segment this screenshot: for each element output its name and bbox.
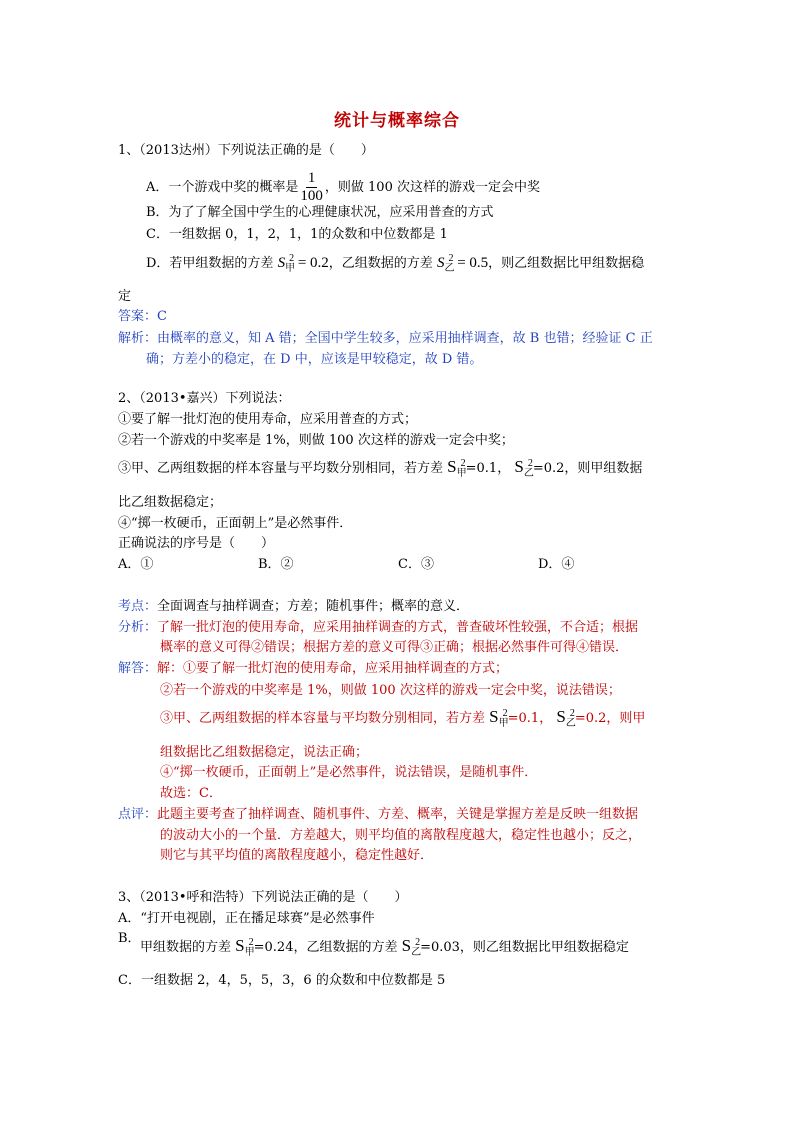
q2-statement-3-value-2: =0.2，则甲组数据: [532, 461, 643, 476]
analysis-line-2: 确；方差小的稳定，在 D 中，应该是甲较稳定，故 D 错。: [146, 352, 483, 367]
q3-option-b-label: B．: [118, 931, 141, 946]
q2-stem: 2、（2013•嘉兴）下列说法：: [118, 391, 291, 406]
q3-option-c: C．一组数据 2，4，5，5，3，6 的众数和中位数都是 5: [118, 973, 446, 988]
jieda-line-3: [160, 708, 645, 729]
q2-statement-1: ①要了解一批灯泡的使用寿命，应采用普查的方式；: [118, 412, 418, 427]
q1-option-a-pre: A．一个游戏中奖的概率是: [146, 180, 299, 195]
fraction-denominator: 100: [300, 188, 323, 204]
q2-statement-3-pre: ③甲、乙两组数据的样本容量与平均数分别相同，若方差: [118, 461, 444, 476]
q2-statement-3: [118, 458, 642, 479]
q1-option-d: [146, 254, 644, 274]
fenxi-line-2: 概率的意义可得②错误；根据方差的意义可得③正确；根据必然事件可得④错误．: [160, 640, 629, 655]
variance-symbol-jia: $S_甲^2$: [489, 707, 509, 729]
variance-symbol-yi: $S_乙^2$: [514, 457, 534, 479]
answer-label: 答案：: [118, 309, 158, 324]
dianping-label: 点评：: [118, 807, 158, 822]
variance-symbol-yi: $S_乙^2$: [556, 707, 576, 729]
q3-option-b-value-1: =0.24，乙组数据的方差: [253, 940, 398, 955]
jieda-line-3-value-1: =0.1，: [507, 711, 553, 726]
variance-value-jia: = 0.2: [294, 255, 329, 271]
jieda-label: 解答：: [118, 661, 158, 676]
analysis-label: 解析：: [118, 331, 158, 346]
q1-option-a: [146, 170, 540, 205]
answer-value: C: [157, 309, 167, 324]
variance-symbol-jia: $S_甲^2$: [235, 936, 255, 958]
variance-symbol-jia: $S_甲^2$: [447, 457, 467, 479]
analysis-line-1: 由概率的意义，知 A 错；全国中学生较多，应采用抽样调查，故 B 也错；经验证 C 正: [157, 331, 653, 346]
kaodian-text: 全面调查与抽样调查；方差；随机事件；概率的意义．: [157, 599, 470, 614]
q2-kaodian: [118, 598, 469, 616]
q2-option-c: C．③: [398, 557, 434, 572]
q1-analysis: [118, 330, 653, 348]
q3-stem: 3、（2013•呼和浩特）下列说法正确的是（ ）: [118, 890, 408, 905]
q2-fenxi: [118, 619, 638, 637]
jieda-line-3-value-2: =0.2，则甲: [574, 711, 646, 726]
jieda-line-3-pre: ③甲、乙两组数据的样本容量与平均数分别相同，若方差: [160, 711, 486, 726]
q1-option-a-post: ，则做 100 次这样的游戏一定会中奖: [324, 180, 540, 195]
jieda-line-2: ②若一个游戏的中奖率是 1%，则做 100 次这样的游戏一定会中奖，说法错误；: [160, 683, 621, 698]
jieda-line-3-wrap: 组数据比乙组数据稳定，说法正确；: [160, 745, 369, 760]
dianping-line-1: 此题主要考查了抽样调查、随机事件、方差、概率，关键是掌握方差是反映一组数据: [157, 807, 639, 822]
q2-dianping: [118, 806, 638, 824]
dianping-line-3: 则它与其平均值的离散程度越小，稳定性越好．: [160, 848, 434, 863]
q1-option-d-pre: D．若甲组数据的方差: [146, 256, 274, 271]
q2-option-b: B．②: [258, 557, 294, 572]
q1-option-b: B．为了了解全国中学生的心理健康状况，应采用普查的方式: [146, 205, 494, 220]
variance-symbol-yi: $S_乙^2$: [436, 253, 455, 274]
q1-option-c: C．一组数据 0，1，2，1，1的众数和中位数都是 1: [146, 227, 448, 242]
q3-option-b: [140, 937, 629, 958]
q2-statement-3-wrap: 比乙组数据稳定；: [118, 495, 223, 510]
q1-stem: 1、（2013达州）下列说法正确的是（ ）: [118, 143, 374, 158]
jieda-line-4: ④“掷一枚硬币，正面朝上”是必然事件，说法错误，是随机事件．: [160, 765, 538, 780]
q2-option-d: D．④: [538, 557, 575, 572]
kaodian-label: 考点：: [118, 599, 158, 614]
q2-jieda: [118, 660, 508, 678]
q2-option-a: A．①: [118, 557, 154, 572]
variance-symbol-jia: $S_甲^2$: [277, 253, 296, 274]
q2-statement-3-value-1: =0.1，: [465, 461, 511, 476]
jieda-line-5: 故选：C．: [160, 786, 222, 801]
page-title: 统计与概率综合: [334, 111, 460, 131]
q2-ask: 正确说法的序号是（ ）: [118, 536, 275, 551]
q1-option-d-mid: ，乙组数据的方差: [328, 256, 433, 271]
variance-symbol-yi: $S_乙^2$: [401, 936, 422, 958]
variance-value-yi: = 0.5: [453, 255, 489, 271]
jieda-line-1: 解：①要了解一批灯泡的使用寿命，应采用抽样调查的方式；: [157, 661, 509, 676]
fraction-one-hundredth: [300, 170, 323, 205]
dianping-line-2: 的波动大小的一个量．方差越大，则平均值的离散程度越大，稳定性也越小；反之，: [160, 828, 642, 843]
fenxi-line-1: 了解一批灯泡的使用寿命，应采用抽样调查的方式，普查破坏性较强，不合适；根据: [157, 620, 639, 635]
q3-option-a: A．“打开电视剧，正在播足球赛”是必然事件: [118, 911, 375, 926]
fraction-numerator: 1: [307, 170, 316, 186]
q1-answer: [118, 308, 167, 326]
q1-option-d-post: ，则乙组数据比甲组数据稳: [488, 256, 645, 271]
q2-statement-2: ②若一个游戏的中奖率是 1%，则做 100 次这样的游戏一定会中奖；: [118, 433, 514, 448]
q3-option-b-pre: 甲组数据的方差: [140, 940, 232, 955]
q2-statement-4: ④“掷一枚硬币，正面朝上”是必然事件．: [118, 516, 353, 531]
fenxi-label: 分析：: [118, 620, 158, 635]
q1-option-d-wrap: 定: [118, 289, 132, 304]
q3-option-b-value-2: =0.03，则乙组数据比甲组数据稳定: [420, 940, 629, 955]
